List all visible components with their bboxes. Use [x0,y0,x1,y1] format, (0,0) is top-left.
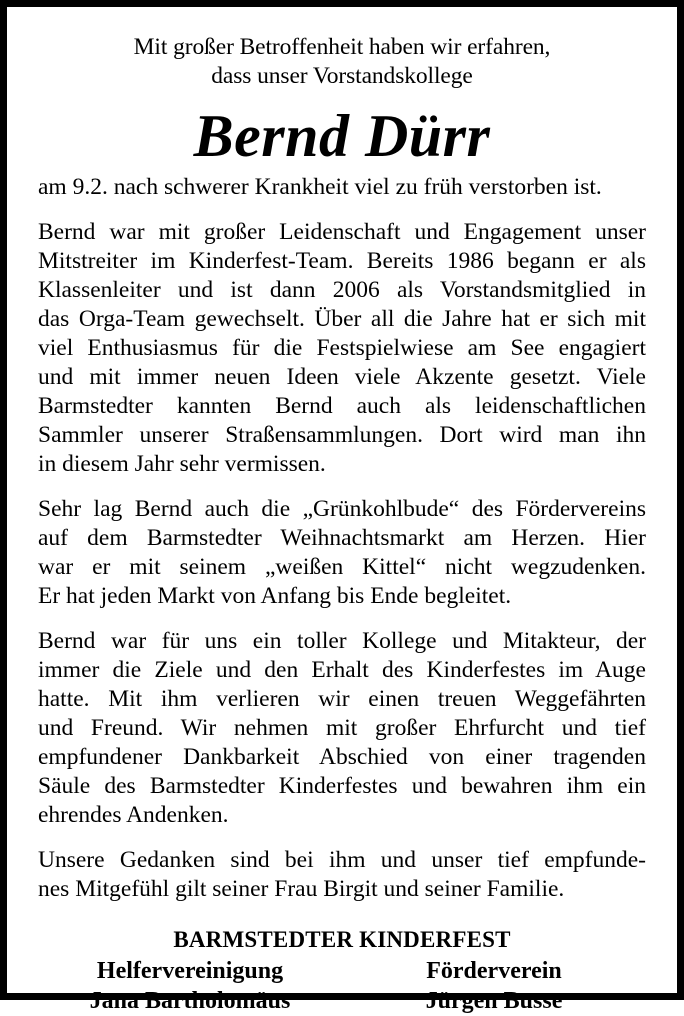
text-line: Bernd war mit großer Leidenschaft und Engagement unser [38,219,646,245]
signatory-column-right [342,956,646,1016]
text-line: das Orga-Team gewechselt. Über all die Jahre hat er sich mit [38,306,646,332]
paragraph-4 [38,846,646,904]
intro-line-2: dass unser Vorstandskollege [211,63,473,89]
text-line: hatte. Mit ihm verlieren wir einen treuen Weggefährten [38,686,646,712]
text-line: viel Enthusiasmus für die Festspielwiese am See engagiert [38,335,646,361]
signatory-role: Förderverein [426,958,562,984]
text-line: Barmstedter kannten Bernd auch als leidenschaftlichen [38,393,646,419]
paragraph-2 [38,495,646,611]
text-line: Unsere Gedanken sind bei ihm und unser tief empfunde- [38,847,646,873]
text-line: Sehr lag Bernd auch die „Grünkohlbude“ des Fördervereins [38,496,646,522]
signatory-person: Jürgen Busse [425,988,563,1014]
text-line: in diesem Jahr sehr vermissen. [38,451,326,477]
text-line: Mitstreiter im Kinderfest-Team. Bereits 1986 begann er als [38,248,646,274]
signatory-columns [38,956,646,1016]
signature-block [38,926,646,1016]
text-line: und mit immer neuen Ideen viele Akzente gesetzt. Viele [38,364,646,390]
lead-sentence: am 9.2. nach schwerer Krankheit viel zu früh verstorben ist. [38,174,602,200]
deceased-name: Bernd Dürr [193,103,491,169]
organisation-name: BARMSTEDTER KINDERFEST [173,927,511,952]
intro-line-1: Mit großer Betroffenheit haben wir erfahren, [133,34,551,60]
text-line: Bernd war für uns ein toller Kollege und Mitakteur, der [38,628,646,654]
text-line: auf dem Barmstedter Weihnachtsmarkt am Herzen. Hier [38,525,646,551]
signatory-column-left [38,956,342,1016]
text-line: Säule des Barmstedter Kinderfestes und bewahren ihm ein [38,773,646,799]
text-line: empfundener Dankbarkeit Abschied von einer tragenden [38,744,646,770]
text-line: Sammler unserer Straßensammlungen. Dort wird man ihn [38,422,646,448]
text-line: Er hat jeden Markt von Anfang bis Ende begleitet. [38,583,512,609]
paragraph-1 [38,218,646,479]
signatory-role: Helfervereinigung [96,958,284,984]
signatory-person: Jana Bartholomäus [89,988,291,1014]
text-line: immer die Ziele und den Erhalt des Kinderfestes im Auge [38,657,646,683]
text-line: war er mit seinem „weißen Kittel“ nicht wegzudenken. [38,554,646,580]
text-line: und Freund. Wir nehmen mit großer Ehrfurcht und tief [38,715,646,741]
paragraph-3 [38,627,646,830]
text-line: ehrendes Andenken. [38,802,229,828]
text-line: nes Mitgefühl gilt seiner Frau Birgit und seiner Familie. [38,876,565,902]
text-line: Klassenleiter und ist dann 2006 als Vorstandsmitglied in [38,277,646,303]
intro-text [38,33,646,91]
obituary-content [7,7,677,1014]
